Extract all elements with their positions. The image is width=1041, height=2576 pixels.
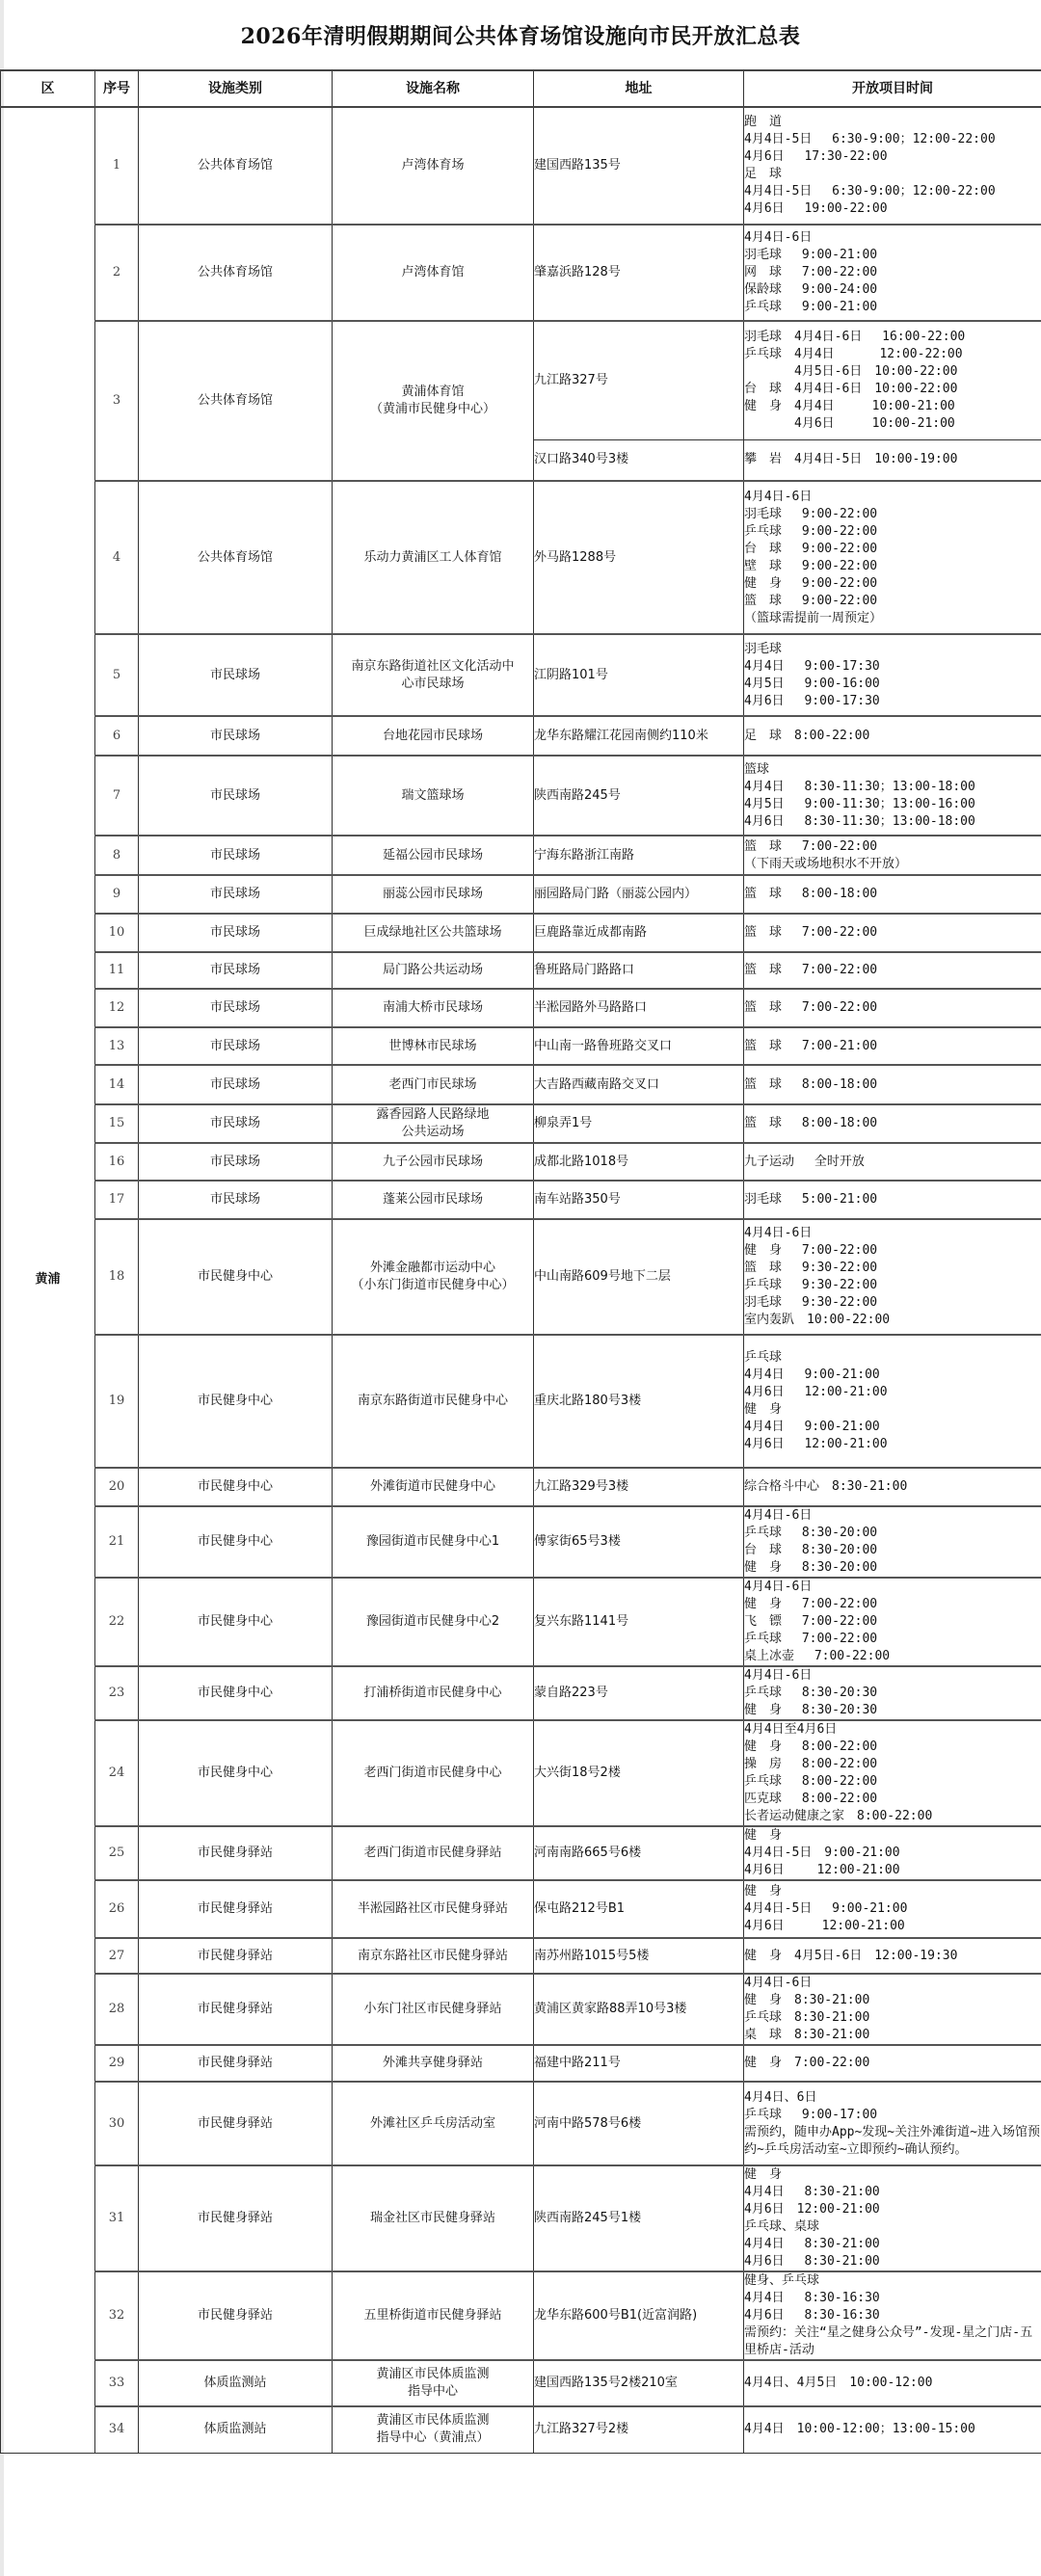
row-number: 3 <box>95 321 139 481</box>
facility-address-secondary: 汉口路340号3楼 <box>534 439 744 481</box>
facility-name: 南京东路街道市民健身中心 <box>333 1335 534 1468</box>
facility-address: 中山南一路鲁班路交叉口 <box>534 1027 744 1065</box>
header-facility-name: 设施名称 <box>333 70 534 107</box>
row-number: 18 <box>95 1219 139 1335</box>
row-number: 10 <box>95 914 139 952</box>
open-hours: 羽毛球 4月4日 9:00-17:30 4月5日 9:00-16:00 4月6日 9:00-17:30 <box>744 634 1041 716</box>
row-number: 27 <box>95 1938 139 1974</box>
facility-address: 鲁班路局门路路口 <box>534 952 744 989</box>
facility-category: 市民球场 <box>139 756 333 836</box>
facility-name: 五里桥街道市民健身驿站 <box>333 2271 534 2360</box>
facility-name: 巨成绿地社区公共篮球场 <box>333 914 534 952</box>
facility-name: 外滩金融都市运动中心 （小东门街道市民健身中心） <box>333 1219 534 1335</box>
table-row <box>1 914 1041 952</box>
facility-address: 重庆北路180号3楼 <box>534 1335 744 1468</box>
facility-name: 局门路公共运动场 <box>333 952 534 989</box>
facility-category: 市民健身中心 <box>139 1666 333 1720</box>
open-hours-secondary: 攀 岩 4月4日-5日 10:00-19:00 <box>744 439 1041 481</box>
facility-category: 市民健身驿站 <box>139 2082 333 2165</box>
facility-category: 市民健身中心 <box>139 1578 333 1666</box>
facility-address: 保屯路212号B1 <box>534 1880 744 1938</box>
facility-name: 南京东路社区市民健身驿站 <box>333 1938 534 1974</box>
table-row <box>1 1181 1041 1219</box>
open-hours: 健 身 7:00-22:00 <box>744 2045 1041 2082</box>
facility-address: 丽园路局门路（丽蕊公园内） <box>534 875 744 914</box>
table-row <box>1 1065 1041 1104</box>
table-row <box>1 1143 1041 1181</box>
facility-name: 台地花园市民球场 <box>333 716 534 756</box>
open-hours: 4月4日-6日 羽毛球 9:00-21:00 网 球 7:00-22:00 保龄球 9:00-24:00 乒乓球 9:00-21:00 <box>744 225 1041 321</box>
facility-address: 巨鹿路靠近成都南路 <box>534 914 744 952</box>
facility-category: 市民球场 <box>139 952 333 989</box>
table-row <box>1 1219 1041 1335</box>
facility-name: 露香园路人民路绿地 公共运动场 <box>333 1104 534 1143</box>
facility-address: 南车站路350号 <box>534 1181 744 1219</box>
open-hours: 健 身 4月4日-5日 9:00-21:00 4月6日 12:00-21:00 <box>744 1826 1041 1880</box>
open-hours: 4月4日-6日 健 身 8:30-21:00 乒乓球 8:30-21:00 桌 球 8:30-21:00 <box>744 1974 1041 2045</box>
facility-address: 黄浦区黄家路88弄10号3楼 <box>534 1974 744 2045</box>
table-row <box>1 1666 1041 1720</box>
facility-name: 老西门市民球场 <box>333 1065 534 1104</box>
row-number: 4 <box>95 481 139 634</box>
facility-category: 市民健身驿站 <box>139 1938 333 1974</box>
row-number: 15 <box>95 1104 139 1143</box>
facility-address: 蒙自路223号 <box>534 1666 744 1720</box>
open-hours: 篮 球 7:00-22:00 （下雨天或场地积水不开放） <box>744 836 1041 875</box>
facility-address: 大兴街18号2楼 <box>534 1720 744 1826</box>
facility-name: 丽蕊公园市民球场 <box>333 875 534 914</box>
table-row <box>1 634 1041 716</box>
facility-category: 市民球场 <box>139 1181 333 1219</box>
facility-category: 市民健身驿站 <box>139 2045 333 2082</box>
facility-category: 公共体育场馆 <box>139 321 333 481</box>
facility-address: 外马路1288号 <box>534 481 744 634</box>
facility-name: 卢湾体育场 <box>333 107 534 225</box>
facility-category: 公共体育场馆 <box>139 107 333 225</box>
table-row <box>1 1104 1041 1143</box>
table-row <box>1 1468 1041 1506</box>
open-hours: 羽毛球 5:00-21:00 <box>744 1181 1041 1219</box>
table-row <box>1 1826 1041 1880</box>
row-number: 33 <box>95 2360 139 2406</box>
row-number: 12 <box>95 989 139 1027</box>
facility-address: 建国西路135号2楼210室 <box>534 2360 744 2406</box>
facility-address: 江阴路101号 <box>534 634 744 716</box>
facility-address: 福建中路211号 <box>534 2045 744 2082</box>
facility-name: 蓬莱公园市民球场 <box>333 1181 534 1219</box>
table-header-row <box>1 70 1041 107</box>
facility-name: 豫园街道市民健身中心2 <box>333 1578 534 1666</box>
table-row <box>1 1027 1041 1065</box>
table-row <box>1 2406 1041 2453</box>
facility-name: 豫园街道市民健身中心1 <box>333 1506 534 1578</box>
open-hours: 4月4日-6日 羽毛球 9:00-22:00 乒乓球 9:00-22:00 台 球 9:00-22:00 壁 球 9:00-22:00 健 身 9:00-22:00 篮 球 9:00-22:00 （篮球需提前一周预定） <box>744 481 1041 634</box>
facility-name: 南浦大桥市民球场 <box>333 989 534 1027</box>
table-row <box>1 952 1041 989</box>
facility-category: 市民球场 <box>139 836 333 875</box>
facility-category: 市民健身中心 <box>139 1506 333 1578</box>
table-row <box>1 875 1041 914</box>
facility-name: 外滩共享健身驿站 <box>333 2045 534 2082</box>
open-hours: 篮 球 7:00-22:00 <box>744 989 1041 1027</box>
open-hours: 4月4日-6日 乒乓球 8:30-20:00 台 球 8:30-20:00 健 身 8:30-20:00 <box>744 1506 1041 1578</box>
row-number: 13 <box>95 1027 139 1065</box>
facility-category: 市民健身驿站 <box>139 1974 333 2045</box>
open-hours: 乒乓球 4月4日 9:00-21:00 4月6日 12:00-21:00 健 身 4月4日 9:00-21:00 4月6日 12:00-21:00 <box>744 1335 1041 1468</box>
facility-category: 市民健身驿站 <box>139 1880 333 1938</box>
facility-name: 老西门街道市民健身中心 <box>333 1720 534 1826</box>
facility-address: 九江路327号2楼 <box>534 2406 744 2453</box>
open-hours: 篮 球 7:00-21:00 <box>744 1027 1041 1065</box>
row-number: 22 <box>95 1578 139 1666</box>
table-row <box>1 1974 1041 2045</box>
table-row <box>1 481 1041 634</box>
facility-category: 市民健身驿站 <box>139 2165 333 2271</box>
facility-address: 陕西南路245号 <box>534 756 744 836</box>
facility-address: 九江路329号3楼 <box>534 1468 744 1506</box>
facility-category: 市民球场 <box>139 875 333 914</box>
table-row <box>1 716 1041 756</box>
open-hours: 篮 球 8:00-18:00 <box>744 1065 1041 1104</box>
open-hours: 健 身 4月5日-6日 12:00-19:30 <box>744 1938 1041 1974</box>
facility-address: 龙华东路600号B1(近富润路) <box>534 2271 744 2360</box>
row-number: 7 <box>95 756 139 836</box>
facility-address: 大吉路西藏南路交叉口 <box>534 1065 744 1104</box>
facility-name: 黄浦体育馆 （黄浦市民健身中心） <box>333 321 534 481</box>
table-row <box>1 1578 1041 1666</box>
facility-category: 市民球场 <box>139 1104 333 1143</box>
table-row <box>1 225 1041 321</box>
open-hours: 4月4日-6日 健 身 7:00-22:00 飞 镖 7:00-22:00 乒乓球 7:00-22:00 桌上冰壶 7:00-22:00 <box>744 1578 1041 1666</box>
facility-address: 宁海东路浙江南路 <box>534 836 744 875</box>
facility-category: 市民球场 <box>139 1143 333 1181</box>
facility-name: 卢湾体育馆 <box>333 225 534 321</box>
row-number: 11 <box>95 952 139 989</box>
facility-table <box>0 69 1041 2454</box>
open-hours: 篮球 4月4日 8:30-11:30；13:00-18:00 4月5日 9:00-11:30；13:00-16:00 4月6日 8:30-11:30；13:00-18:00 <box>744 756 1041 836</box>
table-row <box>1 756 1041 836</box>
table-row <box>1 2360 1041 2406</box>
row-number: 8 <box>95 836 139 875</box>
open-hours: 篮 球 8:00-18:00 <box>744 875 1041 914</box>
row-number: 31 <box>95 2165 139 2271</box>
facility-name: 瑞文篮球场 <box>333 756 534 836</box>
header-number: 序号 <box>95 70 139 107</box>
row-number: 28 <box>95 1974 139 2045</box>
table-row <box>1 107 1041 225</box>
facility-category: 市民健身中心 <box>139 1335 333 1468</box>
facility-category: 市民健身中心 <box>139 1219 333 1335</box>
facility-category: 市民球场 <box>139 634 333 716</box>
facility-name: 外滩社区乒乓房活动室 <box>333 2082 534 2165</box>
facility-name: 半淞园路社区市民健身驿站 <box>333 1880 534 1938</box>
row-number: 16 <box>95 1143 139 1181</box>
row-number: 25 <box>95 1826 139 1880</box>
row-number: 17 <box>95 1181 139 1219</box>
open-hours: 羽毛球 4月4日-6日 16:00-22:00 乒乓球 4月4日 12:00-22:00 4月5日-6日 10:00-22:00 台 球 4月4日-6日 10:00-22:00 健 身 4月4日 10:00-21:00 4月6日 10:00-21:00 <box>744 321 1041 439</box>
open-hours: 跑 道 4月4日-5日 6:30-9:00；12:00-22:00 4月6日 17:30-22:00 足 球 4月4日-5日 6:30-9:00；12:00-22:00 4月6日 19:00-22:00 <box>744 107 1041 225</box>
open-hours: 健身、乒乓球 4月4日 8:30-16:30 4月6日 8:30-16:30 需预约：关注“星之健身公众号”-发现-星之门店-五里桥店-活动 <box>744 2271 1041 2360</box>
facility-name: 黄浦区市民体质监测 指导中心（黄浦点） <box>333 2406 534 2453</box>
facility-name: 老西门街道市民健身驿站 <box>333 1826 534 1880</box>
page-title: 2026年清明假期期间公共体育场馆设施向市民开放汇总表 <box>240 23 801 49</box>
facility-category: 市民健身驿站 <box>139 2271 333 2360</box>
facility-name: 小东门社区市民健身驿站 <box>333 1974 534 2045</box>
row-number: 32 <box>95 2271 139 2360</box>
open-hours: 九子运动 全时开放 <box>744 1143 1041 1181</box>
row-number: 26 <box>95 1880 139 1938</box>
header-address: 地址 <box>534 70 744 107</box>
facility-name: 打浦桥街道市民健身中心 <box>333 1666 534 1720</box>
table-row <box>1 1938 1041 1974</box>
facility-category: 市民球场 <box>139 989 333 1027</box>
facility-address: 建国西路135号 <box>534 107 744 225</box>
row-number: 29 <box>95 2045 139 2082</box>
table-row <box>1 2082 1041 2165</box>
facility-address: 陕西南路245号1楼 <box>534 2165 744 2271</box>
facility-address: 成都北路1018号 <box>534 1143 744 1181</box>
facility-category: 公共体育场馆 <box>139 225 333 321</box>
facility-category: 市民健身驿站 <box>139 1826 333 1880</box>
open-hours: 健 身 4月4日-5日 9:00-21:00 4月6日 12:00-21:00 <box>744 1880 1041 1938</box>
facility-address: 半淞园路外马路路口 <box>534 989 744 1027</box>
facility-category: 市民球场 <box>139 716 333 756</box>
facility-address: 中山南路609号地下二层 <box>534 1219 744 1335</box>
open-hours: 篮 球 8:00-18:00 <box>744 1104 1041 1143</box>
header-category: 设施类别 <box>139 70 333 107</box>
facility-category: 市民球场 <box>139 1027 333 1065</box>
open-hours: 4月4日-6日 健 身 7:00-22:00 篮 球 9:30-22:00 乒乓球 9:30-22:00 羽毛球 9:30-22:00 室内轰趴 10:00-22:00 <box>744 1219 1041 1335</box>
facility-name: 世博林市民球场 <box>333 1027 534 1065</box>
open-hours: 篮 球 7:00-22:00 <box>744 914 1041 952</box>
facility-category: 公共体育场馆 <box>139 481 333 634</box>
open-hours: 4月4日-6日 乒乓球 8:30-20:30 健 身 8:30-20:30 <box>744 1666 1041 1720</box>
table-row <box>1 1335 1041 1468</box>
open-hours: 健 身 4月4日 8:30-21:00 4月6日 12:00-21:00 乒乓球、桌球 4月4日 8:30-21:00 4月6日 8:30-21:00 <box>744 2165 1041 2271</box>
table-row <box>1 989 1041 1027</box>
table-row <box>1 2165 1041 2271</box>
open-hours: 4月4日、6日 乒乓球 9:00-17:00 需预约，随申办App~发现~关注外滩街道~进入场馆预约~乒乓房活动室~立即预约~确认预约。 <box>744 2082 1041 2165</box>
table-row <box>1 836 1041 875</box>
open-hours: 4月4日 10:00-12:00；13:00-15:00 <box>744 2406 1041 2453</box>
header-open-hours: 开放项目时间 <box>744 70 1041 107</box>
row-number: 20 <box>95 1468 139 1506</box>
row-number: 1 <box>95 107 139 225</box>
facility-category: 体质监测站 <box>139 2406 333 2453</box>
open-hours: 4月4日至4月6日 健 身 8:00-22:00 操 房 8:00-22:00 乒乓球 8:00-22:00 匹克球 8:00-22:00 长者运动健康之家 8:00-22:00 <box>744 1720 1041 1826</box>
facility-address: 肇嘉浜路128号 <box>534 225 744 321</box>
facility-category: 市民健身中心 <box>139 1468 333 1506</box>
facility-name: 外滩街道市民健身中心 <box>333 1468 534 1506</box>
row-number: 14 <box>95 1065 139 1104</box>
facility-name: 瑞金社区市民健身驿站 <box>333 2165 534 2271</box>
facility-address: 龙华东路耀江花园南侧约110米 <box>534 716 744 756</box>
facility-address: 复兴东路1141号 <box>534 1578 744 1666</box>
row-number: 34 <box>95 2406 139 2453</box>
row-number: 30 <box>95 2082 139 2165</box>
table-row <box>1 1720 1041 1826</box>
facility-name: 黄浦区市民体质监测 指导中心 <box>333 2360 534 2406</box>
facility-address: 柳泉弄1号 <box>534 1104 744 1143</box>
open-hours: 篮 球 7:00-22:00 <box>744 952 1041 989</box>
facility-category: 体质监测站 <box>139 2360 333 2406</box>
table-row <box>1 321 1041 439</box>
facility-name: 乐动力黄浦区工人体育馆 <box>333 481 534 634</box>
row-number: 21 <box>95 1506 139 1578</box>
row-number: 6 <box>95 716 139 756</box>
facility-address: 傅家街65号3楼 <box>534 1506 744 1578</box>
open-hours: 4月4日、4月5日 10:00-12:00 <box>744 2360 1041 2406</box>
facility-name: 南京东路街道社区文化活动中 心市民球场 <box>333 634 534 716</box>
row-number: 2 <box>95 225 139 321</box>
open-hours: 足 球 8:00-22:00 <box>744 716 1041 756</box>
facility-category: 市民球场 <box>139 1065 333 1104</box>
table-row <box>1 1880 1041 1938</box>
row-number: 24 <box>95 1720 139 1826</box>
facility-address: 河南中路578号6楼 <box>534 2082 744 2165</box>
row-number: 23 <box>95 1666 139 1720</box>
facility-category: 市民球场 <box>139 914 333 952</box>
facility-category: 市民健身中心 <box>139 1720 333 1826</box>
row-number: 19 <box>95 1335 139 1468</box>
facility-address: 南苏州路1015号5楼 <box>534 1938 744 1974</box>
table-row <box>1 1506 1041 1578</box>
table-row <box>1 2045 1041 2082</box>
row-number: 9 <box>95 875 139 914</box>
table-row <box>1 2271 1041 2360</box>
facility-address: 河南南路665号6楼 <box>534 1826 744 1880</box>
facility-name: 延福公园市民球场 <box>333 836 534 875</box>
district-cell: 黄浦 <box>1 107 95 2453</box>
facility-name: 九子公园市民球场 <box>333 1143 534 1181</box>
facility-address: 九江路327号 <box>534 321 744 439</box>
header-district: 区 <box>1 70 95 107</box>
open-hours: 综合格斗中心 8:30-21:00 <box>744 1468 1041 1506</box>
row-number: 5 <box>95 634 139 716</box>
